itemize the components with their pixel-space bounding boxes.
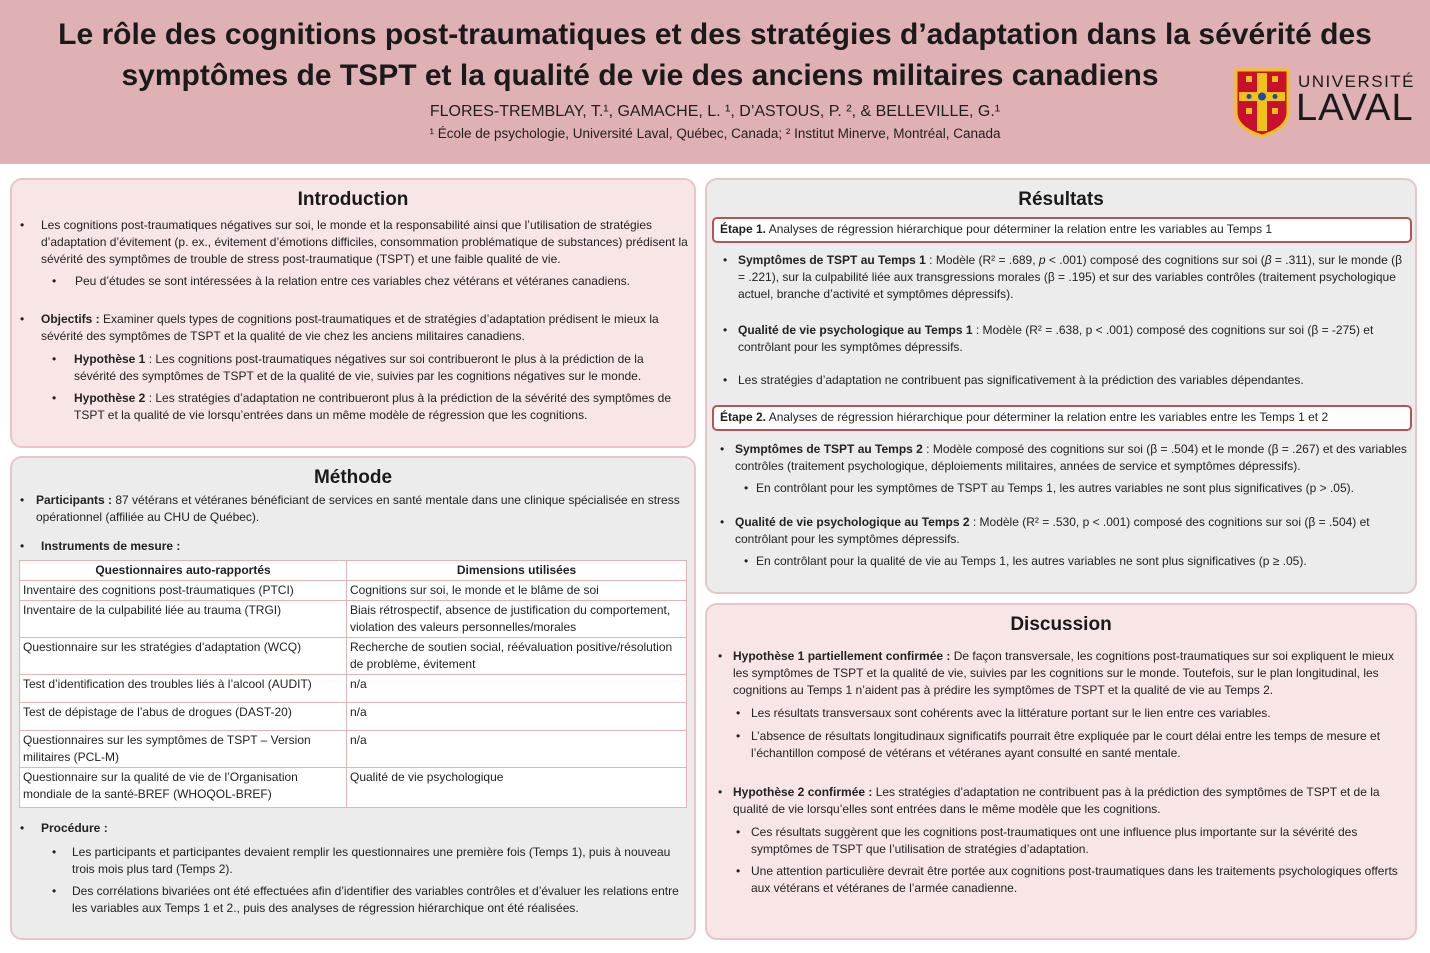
discussion-panel — [705, 603, 1417, 940]
table-cell: Inventaire des cognitions post-traumatiques (PTCI) — [20, 581, 347, 601]
intro-subpoint: Peu d’études se sont intéressées à la relation entre ces variables chez vétérans et vétéranes canadiens. — [75, 274, 630, 288]
bullet-icon: • — [723, 253, 728, 267]
bullet-icon: • — [52, 884, 57, 898]
bullet-icon: • — [744, 554, 749, 568]
authors: FLORES-TREMBLAY, T.¹, GAMACHE, L. ¹, D’ASTOUS, P. ², & BELLEVILLE, G.¹ — [429, 103, 1001, 120]
logo-text-laval: LAVAL — [1296, 87, 1414, 129]
hypothesis-2: Hypothèse 2 : Les stratégies d’adaptation ne contribueront plus à la prédiction de la sévérité des symptômes de TSPT et la qualité de vie lorsqu’entrées dans un même modèle de régression que les cognitions. — [74, 391, 671, 422]
title-line-2: symptômes de TSPT et la qualité de vie des anciens militaires canadiens — [121, 59, 1159, 92]
table-cell: Cognitions sur soi, le monde et le blâme de soi — [347, 581, 687, 601]
table-row — [20, 768, 687, 808]
poster-header — [0, 0, 1430, 164]
participants-text: Participants : 87 vétérans et vétéranes bénéficiant de services en santé mentale dans une clinique spécialisée en stress opérationnel (affiliée au CHU de Québec). — [36, 493, 680, 524]
bullet-icon: • — [52, 845, 57, 859]
bullet-icon: • — [52, 274, 57, 288]
title-line-1: Le rôle des cognitions post-traumatiques et des stratégies d’adaptation dans la sévérité des — [58, 18, 1372, 51]
bullet-icon: • — [723, 373, 728, 387]
bullet-icon: • — [744, 481, 749, 495]
hypothesis-1-label: Hypothèse 1 — [74, 352, 146, 366]
result-qdv-t2: Qualité de vie psychologique au Temps 2 : Modèle (R² = .530, p < .001) composé des cognitions sur soi (β = .504) et contrôlant pour les symptômes dépressifs. — [735, 515, 1370, 546]
table-header-cell: Questionnaires auto-rapportés — [20, 561, 347, 581]
instruments-table — [19, 560, 687, 808]
table-row — [20, 731, 687, 768]
hypothesis-1: Hypothèse 1 : Les cognitions post-traumatiques négatives sur soi contribueront le plus à la prédiction de la sévérité des symptômes de TSPT et de la qualité de vie, suivies par les cognitions négatives sur le monde. — [74, 352, 644, 383]
bullet-icon: • — [20, 539, 25, 553]
result-qdv-t2-sub: En contrôlant pour la qualité de vie au Temps 1, les autres variables ne sont plus significatives (p ≥ .05). — [756, 554, 1307, 568]
introduction-panel — [10, 178, 696, 448]
result-tspt-t2-sub: En contrôlant pour les symptômes de TSPT au Temps 1, les autres variables ne sont plus significatives (p > .05). — [756, 481, 1354, 495]
laval-shield-icon — [1234, 68, 1290, 138]
procedure-item: Des corrélations bivariées ont été effectuées afin d’identifier des variables contrôles et d’évaluer les relations entre les variables aux Temps 1 et 2., puis des analyses de régression hiérarchique ont été réalisées. — [72, 884, 679, 915]
objectives-text: Objectifs : Examiner quels types de cognitions post-traumatiques et de stratégies d’adaptation prédisent le mieux la sévérité des symptômes de TSPT et la qualité de vie chez les anciens militaires canadiens. — [41, 312, 659, 343]
intro-paragraph: Les cognitions post-traumatiques négatives sur soi, le monde et la responsabilité ainsi que l’utilisation de stratégies d’adaptation d’évitement (p. ex., évitement d’émotions difficiles, consommation problématique de substances) prédisent la sévérité des symptômes de trouble de stress post-traumatique (TSPT) et une faible qualité de vie. — [41, 218, 688, 266]
discussion-subpoint: Les résultats transversaux sont cohérents avec la littérature portant sur le lien entre ces variables. — [751, 706, 1271, 720]
table-cell: Recherche de soutien social, réévaluation positive/résolution de problème, évitement — [347, 638, 687, 675]
bullet-icon: • — [718, 649, 723, 663]
table-cell: Biais rétrospectif, absence de justification du comportement, violation des valeurs personnelles/morales — [347, 601, 687, 638]
table-row — [20, 675, 687, 703]
bullet-icon: • — [20, 821, 25, 835]
instruments-label: Instruments de mesure : — [41, 539, 181, 553]
table-cell: n/a — [347, 675, 687, 703]
table-cell: Qualité de vie psychologique — [347, 768, 687, 808]
result-adaptation: Les stratégies d’adaptation ne contribuent pas significativement à la prédiction des variables dépendantes. — [738, 373, 1304, 387]
table-cell: n/a — [347, 731, 687, 768]
table-header-cell: Dimensions utilisées — [347, 561, 687, 581]
discussion-subpoint: L’absence de résultats longitudinaux significatifs pourrait être expliquée par le court délai entre les temps de mesure et l’échantillon composé de vétérans et vétéranes ayant consulté en santé mentale. — [751, 729, 1381, 760]
discussion-hypothesis-2: Hypothèse 2 confirmée : Les stratégies d’adaptation ne contribuent pas à la prédiction des symptômes de TSPT et de la qualité de vie lorsqu’elles sont entrées dans le même modèle que les cognitions. — [733, 785, 1380, 816]
table-cell: Test d’identification des troubles liés à l’alcool (AUDIT) — [20, 675, 347, 703]
table-cell: Inventaire de la culpabilité liée au trauma (TRGI) — [20, 601, 347, 638]
table-cell: Questionnaires sur les symptômes de TSPT – Version militaires (PCL-M) — [20, 731, 347, 768]
introduction-heading: Introduction — [297, 189, 409, 210]
discussion-subpoint: Une attention particulière devrait être portée aux cognitions post-traumatiques dans les traitements psychologiques offerts aux vétérans et vétéranes de l’armée canadienne. — [751, 864, 1398, 895]
table-cell: Test de dépistage de l’abus de drogues (DAST-20) — [20, 703, 347, 731]
bullet-icon: • — [52, 391, 57, 405]
step-2-label: Étape 2. — [720, 410, 767, 424]
bullet-icon: • — [720, 442, 725, 456]
result-tspt-t1: Symptômes de TSPT au Temps 1 : Modèle (R² = .689, p < .001) composé des cognitions sur soi (β = .311), sur le monde (β = .221), sur la culpabilité liée aux transgressions morales (β = .195) et sur des variables contrôles (traitement psychologique actuel, branche d’activité et symptômes dépressifs). — [738, 253, 1402, 301]
bullet-icon: • — [20, 493, 25, 507]
methode-panel — [10, 456, 696, 940]
table-header-row — [20, 561, 687, 581]
table-cell: n/a — [347, 703, 687, 731]
resultats-heading: Résultats — [1018, 189, 1104, 210]
discussion-subpoint: Ces résultats suggèrent que les cognitions post-traumatiques ont une influence plus importante sur la sévérité des symptômes de TSPT que l’utilisation de stratégies d’adaptation. — [751, 825, 1358, 856]
step-1-label: Étape 1. — [720, 222, 767, 236]
table-row — [20, 581, 687, 601]
discussion-heading: Discussion — [1010, 614, 1112, 635]
bullet-icon: • — [20, 218, 25, 232]
bullet-icon: • — [723, 323, 728, 337]
bullet-icon: • — [736, 729, 741, 743]
bullet-icon: • — [20, 312, 25, 326]
objectives-label: Objectifs : — [41, 312, 100, 326]
result-tspt-t2: Symptômes de TSPT au Temps 2 : Modèle composé des cognitions sur soi (β = .504) et le monde (β = .267) et des variables contrôles (traitement psychologique, déploiements militaires, années de service et symptômes dépressifs). — [735, 442, 1407, 473]
step-2-box: Étape 2. Analyses de régression hiérarchique pour déterminer la relation entre les variables entre les Temps 1 et 2 — [712, 405, 1412, 431]
bullet-icon: • — [736, 706, 741, 720]
bullet-icon: • — [736, 864, 741, 878]
bullet-icon: • — [736, 825, 741, 839]
result-qdv-t1: Qualité de vie psychologique au Temps 1 : Modèle (R² = .638, p < .001) composé des cognitions sur soi (β = -275) et contrôlant pour les symptômes dépressifs. — [738, 323, 1374, 354]
universite-laval-logo — [1234, 66, 1416, 138]
affiliations: ¹ École de psychologie, Université Laval, Québec, Canada; ² Institut Minerve, Montréal, Canada — [429, 126, 1001, 141]
participants-label: Participants : — [36, 493, 113, 507]
procedure-item: Les participants et participantes devaient remplir les questionnaires une première fois (Temps 1), puis à nouveau trois mois plus tard (Temps 2). — [72, 845, 671, 876]
table-cell: Questionnaire sur les stratégies d’adaptation (WCQ) — [20, 638, 347, 675]
bullet-icon: • — [718, 785, 723, 799]
procedure-label: Procédure : — [41, 821, 108, 835]
logo-text-universite: UNIVERSITÉ — [1298, 72, 1416, 91]
hypothesis-2-label: Hypothèse 2 — [74, 391, 146, 405]
bullet-icon: • — [720, 515, 725, 529]
table-row — [20, 703, 687, 731]
discussion-hypothesis-1: Hypothèse 1 partiellement confirmée : De façon transversale, les cognitions post-traumatiques sur soi expliquent le mieux les symptômes de TSPT et la qualité de vie, suivies par les cognitions sur le monde. Toutefois, sur le plan longitudinal, les cognitions au Temps 1 n’aident pas à prédire les symptômes de TSPT et la qualité de vie au Temps 2. — [733, 649, 1394, 697]
poster-title — [40, 14, 1390, 96]
methode-heading: Méthode — [313, 467, 393, 488]
bullet-icon: • — [52, 352, 57, 366]
table-row — [20, 638, 687, 675]
step-1-box: Étape 1. Analyses de régression hiérarchique pour déterminer la relation entre les variables au Temps 1 — [712, 217, 1412, 243]
resultats-panel — [705, 178, 1417, 594]
table-cell: Questionnaire sur la qualité de vie de l’Organisation mondiale de la santé-BREF (WHOQOL-BREF) — [20, 768, 347, 808]
table-row — [20, 601, 687, 638]
